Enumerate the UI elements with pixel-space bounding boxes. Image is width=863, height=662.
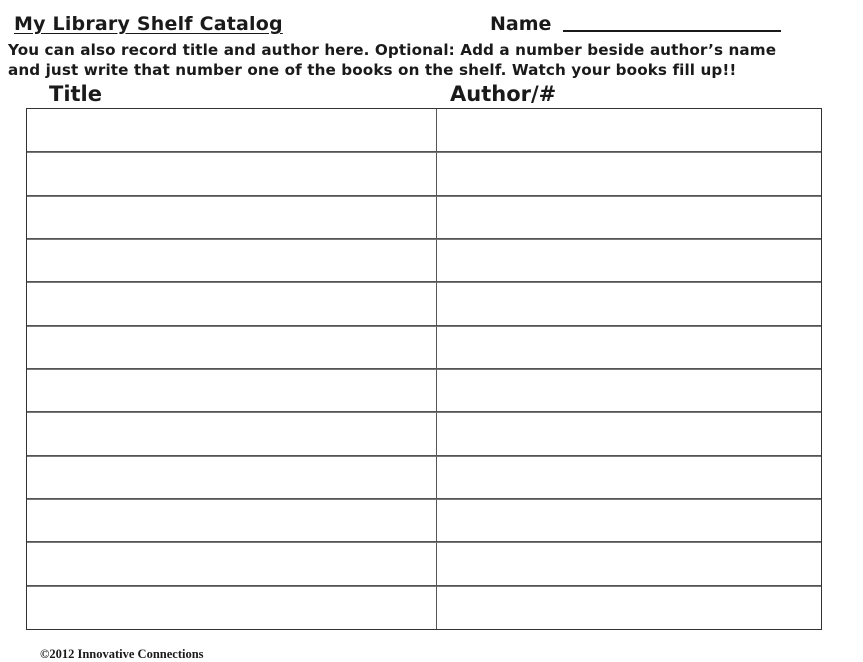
title-cell[interactable] [27,152,437,195]
author-cell[interactable] [437,412,821,455]
title-cell[interactable] [27,326,437,369]
author-cell[interactable] [437,282,821,325]
title-cell[interactable] [27,499,437,542]
column-header-author: Author/# [450,82,557,106]
author-cell[interactable] [437,586,821,629]
title-cell[interactable] [27,239,437,282]
title-cell[interactable] [27,282,437,325]
page-title: My Library Shelf Catalog [14,13,283,35]
copyright-notice: ©2012 Innovative Connections [40,647,204,661]
author-cell[interactable] [437,196,821,239]
author-cell[interactable] [437,456,821,499]
name-blank-line[interactable] [563,26,781,32]
instructions-line: You can also record title and author here. Optional: Add a number beside author’s name [8,41,777,59]
instructions-line: and just write that number one of the books on the shelf. Watch your books fill up!! [8,61,737,79]
title-cell[interactable] [27,109,437,152]
title-cell[interactable] [27,456,437,499]
author-cell[interactable] [437,109,821,152]
instructions [8,40,858,80]
title-cell[interactable] [27,412,437,455]
name-field [490,13,781,35]
title-cell[interactable] [27,369,437,412]
title-cell[interactable] [27,196,437,239]
column-header-title: Title [49,82,103,106]
catalog-table [26,108,822,630]
title-cell[interactable] [27,542,437,585]
author-cell[interactable] [437,152,821,195]
author-cell[interactable] [437,499,821,542]
author-cell[interactable] [437,542,821,585]
title-cell[interactable] [27,586,437,629]
name-label: Name [490,13,552,35]
author-cell[interactable] [437,326,821,369]
author-cell[interactable] [437,369,821,412]
author-cell[interactable] [437,239,821,282]
